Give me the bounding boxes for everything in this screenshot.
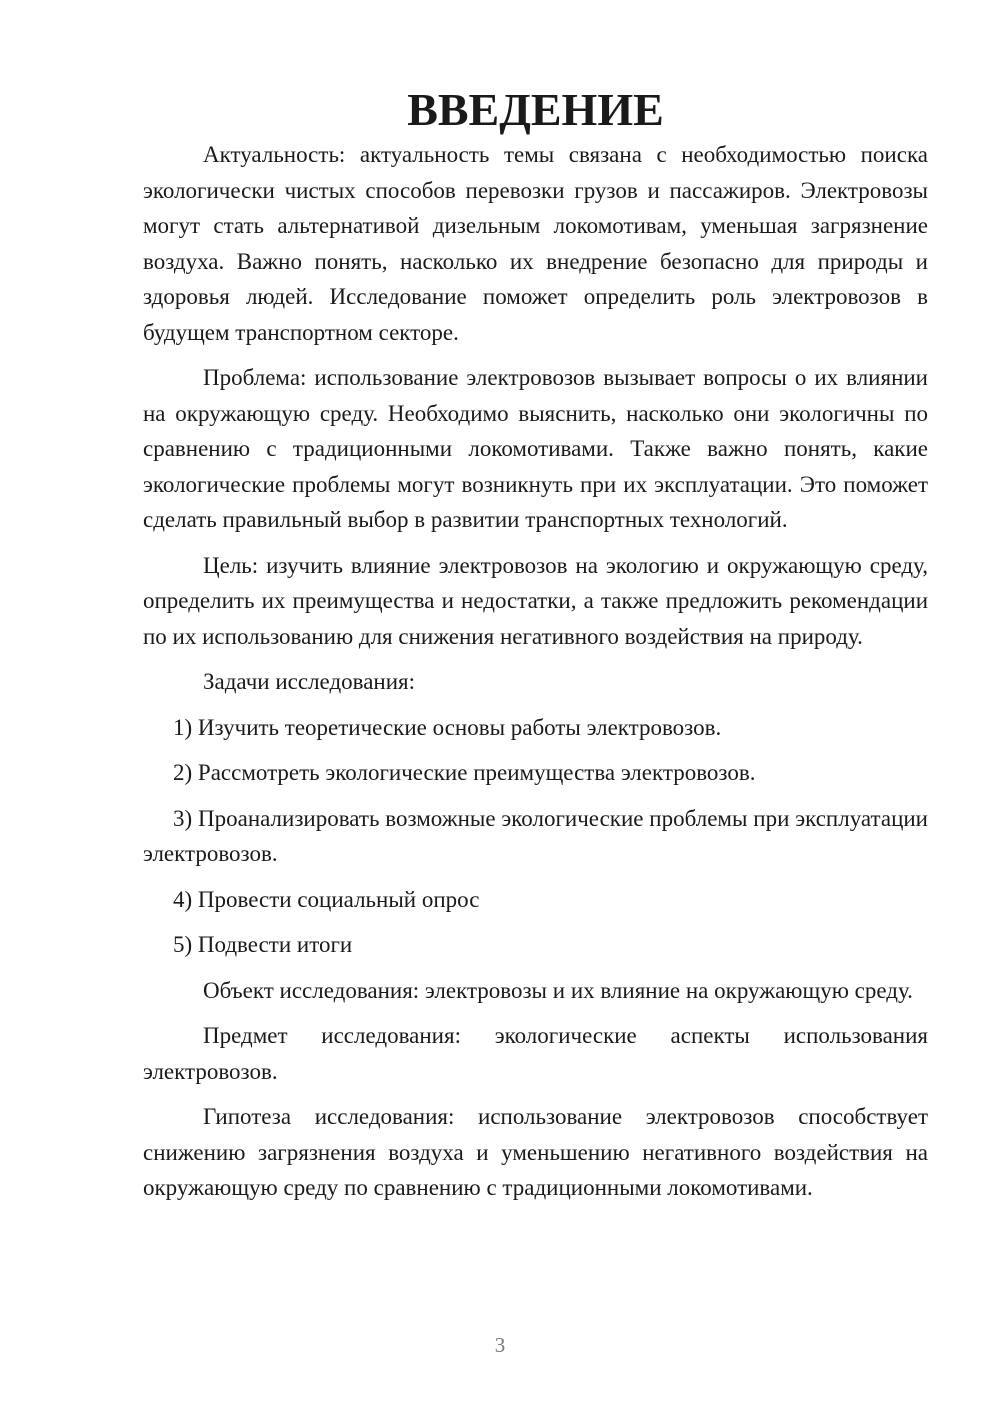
task-item-2: 2) Рассмотреть экологические преимущества электровозов.: [173, 760, 756, 785]
task-item-5: 5) Подвести итоги: [173, 932, 353, 957]
paragraph-relevance: Актуальность: актуальность темы связана с необходимостью поиска экологически чистых способов перевозки грузов и пассажиров. Электровозы могут стать альтернативой дизельным локомотивам, уменьшая загрязнение воздуха. Важно понять, насколько их внедрение безопасно для природы и здоровья людей. Исследование поможет определить роль электровозов в будущем транспортном секторе.: [143, 142, 928, 345]
task-item-1: 1) Изучить теоретические основы работы электровозов.: [173, 714, 722, 740]
page-number: 3: [494, 1333, 506, 1357]
page-content: [143, 84, 928, 1216]
page-title: ВВЕДЕНИЕ: [407, 84, 664, 135]
paragraph-goal: Цель: изучить влияние электровозов на экологию и окружающую среду, определить их преимущества и недостатки, а также предложить рекомендации по их использованию для снижения негативного воздействия на природу.: [143, 552, 928, 649]
task-item-3: 3) Проанализировать возможные экологические проблемы при эксплуатации электровозов.: [143, 805, 928, 866]
paragraph-object: Объект исследования: электровозы и их влияние на окружающую среду.: [203, 977, 913, 1003]
paragraph-hypothesis: Гипотеза исследования: использование электровозов способствует снижению загрязнения воздуха и уменьшению негативного воздействия на окружающую среду по сравнению с традиционными локомотивами.: [143, 1104, 928, 1200]
task-item-4: 4) Провести социальный опрос: [173, 886, 480, 912]
paragraph-subject: Предмет исследования: экологические аспекты использования электровозов.: [143, 1023, 928, 1084]
paragraph-tasks-heading: Задачи исследования:: [203, 669, 416, 694]
paragraph-problem: Проблема: использование электровозов вызывает вопросы о их влиянии на окружающую среду. Необходимо выяснить, насколько они экологичны по сравнению с традиционными локомотивами. Также важно понять, какие экологические проблемы могут возникнуть при их эксплуатации. Это поможет сделать правильный выбор в развитии транспортных технологий.: [143, 365, 928, 532]
